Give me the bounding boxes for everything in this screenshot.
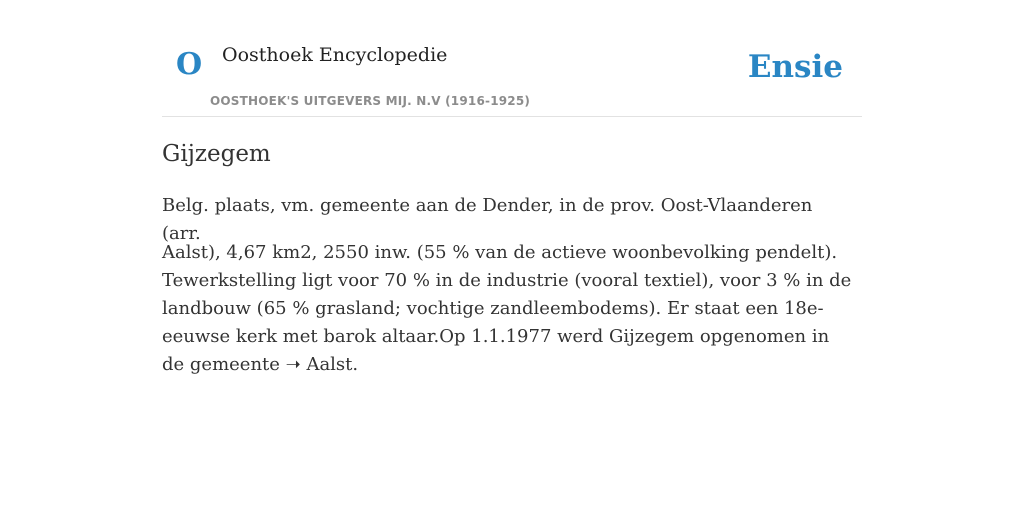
entry-paragraph: Belg. plaats, vm. gemeente aan de Dender, in de prov. Oost-Vlaanderen (arr. [162, 195, 813, 244]
site-header [162, 0, 862, 117]
entry-title: Gijzegem [162, 141, 271, 167]
publisher-subtitle: OOSTHOEK'S UITGEVERS MIJ. N.V (1916-1925) [210, 94, 531, 108]
site-title[interactable]: Oosthoek Encyclopedie [222, 44, 448, 66]
entry-paragraph: Aalst), 4,67 km2, 2550 inw. (55 % van de actieve woonbevolking pendelt). Tewerkstelling ligt voor 70 % in de industrie (vooral textiel), voor 3 % in de landbouw (65 % grasland; vochtige zandleembodems). Er staat een 18e-eeuwse kerk met barok altaar.Op 1.1.1977 werd Gijzegem opgenomen in de gemeente ➝ Aalst. [162, 242, 852, 375]
site-logo[interactable]: O [176, 47, 203, 82]
ensie-brand-link[interactable]: Ensie [747, 49, 843, 85]
page-container [162, 0, 862, 375]
